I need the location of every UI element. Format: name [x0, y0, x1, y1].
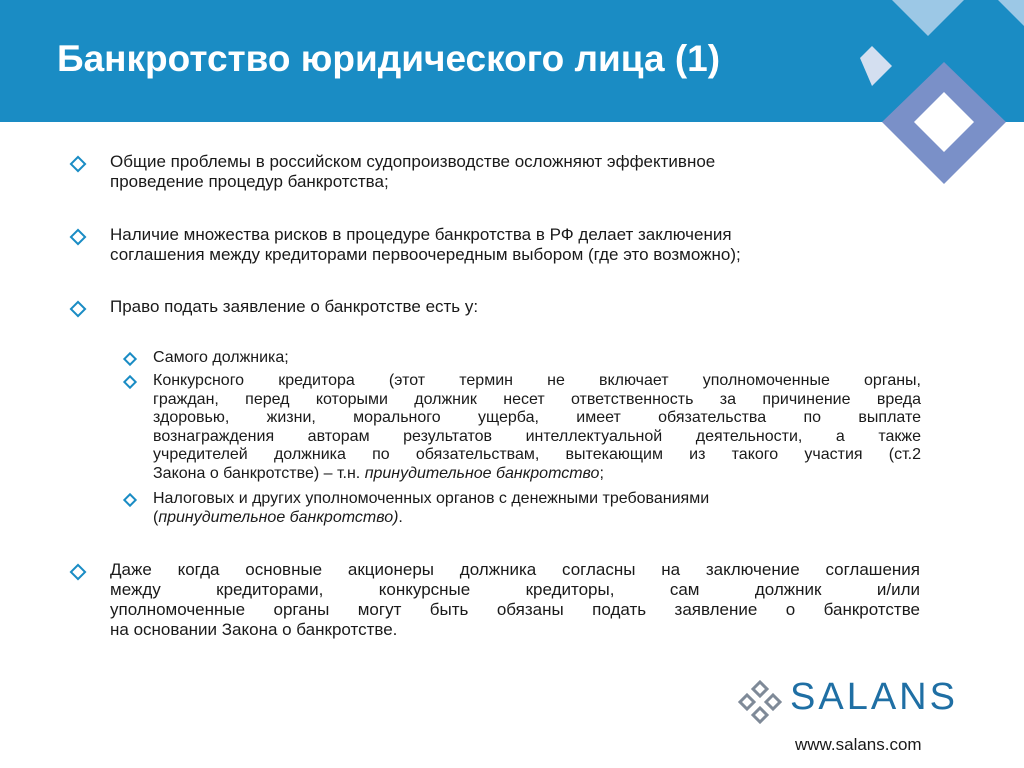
text-line: между кредиторами, конкурсные кредиторы, сам должник и/или [110, 580, 920, 599]
sub-bullet-diamond-icon [123, 375, 137, 389]
text-line: Право подать заявление о банкротстве есть у: [110, 297, 479, 316]
text-line: Налоговых и других уполномоченных органов с денежными требованиями [153, 490, 710, 507]
text-line: проведение процедур банкротства; [110, 172, 389, 191]
text-plain: Закона о банкротстве) – т.н. [153, 464, 365, 482]
text-plain: . [398, 508, 403, 526]
text-line: Общие проблемы в российском судопроизводстве осложняют эффективное [110, 152, 716, 171]
bullet-text [110, 152, 870, 192]
sub-bullet-text [153, 349, 921, 368]
text-line: здоровью, жизни, морального ущерба, имеет обязательства по выплате [153, 409, 921, 427]
bullet-text [110, 225, 910, 265]
website-url[interactable]: www.salans.com [795, 735, 922, 754]
text-italic: принудительное банкротство) [158, 508, 399, 526]
bullet-text [110, 560, 920, 640]
text-italic: принудительное банкротство [364, 464, 600, 482]
sub-bullet-diamond-icon [123, 493, 137, 507]
text-line [153, 465, 921, 484]
text-line: соглашения между кредиторами первоочередным выбором (где это возможно); [110, 245, 741, 264]
text-line: на основании Закона о банкротстве. [110, 620, 398, 639]
text-line: вознаграждения авторам результатов интеллектуальной деятельности, а также [153, 427, 921, 445]
text-line: Конкурсного кредитора (этот термин не включает уполномоченные органы, [153, 372, 921, 389]
bullet-diamond-icon [70, 229, 87, 246]
sub-bullet-text [153, 372, 921, 484]
text-line [153, 509, 921, 528]
bullet-diamond-icon [70, 564, 87, 581]
salans-logo-icon [738, 680, 782, 724]
bullet-diamond-icon [70, 156, 87, 173]
text-line: уполномоченные органы могут быть обязаны подать заявление о банкротстве [110, 600, 920, 619]
sub-bullet-text [153, 490, 921, 527]
text-line: учредителей должника по обязательствам, вытекающим из такого участия (ст.2 [153, 446, 921, 464]
sub-bullet-diamond-icon [123, 352, 137, 366]
text-line: граждан, перед которыми должник несет ответственность за причинение вреда [153, 390, 921, 408]
text-plain: ( [153, 508, 159, 526]
text-line: Наличие множества рисков в процедуре банкротства в РФ делает заключения [110, 225, 732, 244]
text-plain: ; [599, 464, 604, 482]
slide-title: Банкротство юридического лица (1) [57, 38, 721, 79]
logo-text: SALANS [790, 676, 958, 718]
bullet-text [110, 297, 910, 317]
bullet-diamond-icon [70, 301, 87, 318]
text-line: Самого должника; [153, 349, 289, 366]
text-line: Даже когда основные акционеры должника согласны на заключение соглашения [110, 560, 920, 579]
